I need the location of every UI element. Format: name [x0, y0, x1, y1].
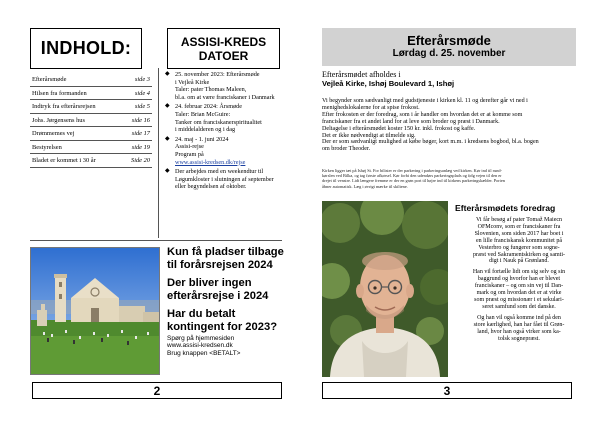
date-line: Tanker om franciskanerspiritualitet: [175, 118, 262, 126]
toc-row: [30, 154, 152, 168]
talk-line: som præst og missionær i et sekulari-: [474, 296, 564, 303]
promo-line: Spørg på hjemmesiden: [167, 334, 235, 342]
toc-entry-title: Hilsen fra formanden: [32, 89, 87, 97]
date-item: [165, 136, 285, 166]
talk-line: OFMconv, som er franciskaner fra: [477, 223, 561, 230]
article-intro: [322, 70, 578, 89]
dates-title-line2: DATOER: [198, 48, 249, 63]
talk-line: digt i Nauk på Grønland.: [489, 258, 549, 265]
body-line: franciskaner fra et andet land for at leve som broder og præst i Danmark.: [322, 118, 500, 125]
talk-line: Vi får besøg af pater Tomaž Maiecn: [475, 217, 563, 223]
talk-heading: Efterårsmødets foredrag: [455, 203, 556, 213]
directions-small-print: [322, 168, 578, 189]
right-page: [300, 0, 600, 425]
dates-title-line1: ASSISI-KREDS: [180, 34, 267, 49]
page-number-box: [32, 382, 282, 399]
toc-entry-title: Drømmemes vej: [32, 130, 75, 137]
promo-notice: [167, 246, 285, 357]
page-number: 3: [443, 383, 451, 398]
toc-row: [30, 114, 152, 128]
talk-line: Og han vil også komme ind på den: [477, 314, 561, 321]
date-line: bl.a. om at være franciskaner i Danmark: [175, 93, 275, 101]
diamond-bullet-icon: ◆: [165, 168, 170, 175]
body-line: Deltagelse i efterårsmødet koster 150 kr. inkl. frokost og kaffe.: [322, 125, 476, 132]
talk-line: mark og om hvordan det er at virke: [476, 290, 562, 297]
diamond-bullet-icon: ◆: [165, 103, 170, 110]
date-line: Der arbejdes med en weekendtur til: [175, 168, 264, 176]
assisi-basilica-photo: [30, 247, 160, 375]
column-divider: [158, 68, 159, 238]
date-line: i Vejleå Kirke: [175, 78, 210, 86]
table-of-contents: [30, 73, 152, 233]
toc-row: [30, 100, 152, 114]
speaker-portrait-illustration: [322, 201, 448, 377]
date-item: [165, 103, 285, 133]
toc-entry-page: side 17: [131, 130, 150, 137]
dates-list: [165, 71, 285, 193]
speaker-portrait-photo: [322, 201, 448, 377]
article-body: [322, 98, 578, 153]
date-line: eller begyndelsen af oktober.: [175, 183, 247, 191]
section-divider: [30, 240, 282, 241]
body-line: Vi begynder som sædvanligt med gudstjeneste i kirken kl. 11 og derefter går vi ned i: [322, 98, 528, 104]
body-line: Det er ikke nødvendigt at tilmelde sig.: [322, 132, 416, 139]
talk-line: præst ved Sakramentskirken og samti-: [473, 251, 565, 258]
article-title: Efterårsmøde: [407, 33, 491, 48]
toc-row: [30, 87, 152, 101]
toc-row: [30, 127, 152, 141]
page-number-box: [322, 382, 572, 399]
toc-entry-page: Side 20: [131, 157, 150, 164]
promo-heading-membership: Har du betalt kontingent for 2023?: [167, 308, 278, 333]
dates-title-box: [167, 28, 280, 69]
rejse-link[interactable]: www.assisi-kredsen.dk/rejse: [175, 158, 246, 166]
talk-paragraph: [455, 217, 583, 265]
date-line: Løgumkloster i slutningen af september: [175, 175, 274, 183]
toc-row: [30, 73, 152, 87]
date-line: Assisi-rejse: [175, 143, 204, 151]
toc-title: INDHOLD:: [40, 38, 132, 58]
talk-line: store kærlighed, han har fået til Grøn-: [473, 321, 565, 328]
promo-heading-no-autumn-trip: Der bliver ingen efterårsrejse i 2024: [167, 277, 269, 302]
small-print-line: kørslen ved Bilka, og tag første afkørsel. Kør forbi den udendørs parkeringsplads og følg vejen til den er: [322, 173, 502, 179]
talk-line: Slovenien, som siden 2017 har boet i: [474, 230, 564, 237]
small-print-line: drejet til venstre. Lidt længere fremme er der en grøn port til højre ind til kirkens parkeringskælder. Porten: [322, 178, 505, 184]
promo-heading-spring-trip: Kun få pladser tilbage til forårsrejsen 2024: [167, 246, 284, 271]
date-line: i middelalderen og i dag: [175, 126, 236, 134]
talk-paragraph: [455, 269, 583, 310]
body-line: Efter frokosten er der foredrag, som i år handler om hvordan det er at komme som: [322, 111, 523, 118]
diamond-bullet-icon: ◆: [165, 135, 170, 142]
article-title-box: [322, 28, 576, 66]
toc-entry-title: Efterårsmøde: [32, 76, 67, 83]
talk-paragraph: [455, 315, 583, 343]
date-line: Taler: Brian McGuire:: [175, 110, 231, 118]
page-number: 2: [153, 383, 161, 398]
body-line: Der er som sædvanligt mulighed at købe bøger, kort m.m. i kredsens bogbod, bl.a. bogen: [322, 139, 539, 146]
date-item: [165, 168, 285, 191]
talk-line: franciskaner – og om sin vej til Dan-: [474, 283, 564, 290]
date-line: 24. februar 2024: Årsmøde: [175, 103, 243, 111]
toc-entry-title: Bladet er kommet i 30 år: [32, 157, 96, 164]
toc-entry-title: Bestyrelsen: [32, 143, 62, 151]
assisi-basilica-illustration: [31, 248, 160, 375]
date-line: Taler: pater Thomas Maleen,: [175, 86, 247, 94]
body-line: menighedslokalerne for at spise frokost.: [322, 104, 420, 111]
talk-line: Han vil fortælle lidt om sig selv og sin: [472, 269, 566, 276]
toc-entry-page: side 4: [134, 89, 150, 97]
promo-line: Brug knappen <BETALT>: [167, 349, 241, 357]
date-line: Program på: [175, 150, 204, 158]
toc-row: [30, 141, 152, 155]
talk-line: land, hvor han også virker som ka-: [477, 328, 561, 335]
venue-line: Vejleå Kirke, Ishøj Boulevard 1, Ishøj: [322, 79, 455, 88]
toc-title-box: [30, 28, 142, 69]
talk-line: tolsk sognepræst.: [498, 335, 540, 342]
talk-line: Vesterbro og fungerer som sogne-: [478, 244, 560, 251]
toc-entry-page: side 19: [131, 143, 150, 151]
article-subtitle: Lørdag d. 25. november: [392, 48, 506, 59]
toc-entry-page: side 5: [134, 103, 150, 110]
talk-line: baggrund og hvorfor han er blevet: [477, 276, 561, 283]
toc-entry-title: Indtryk fra efterårsrejsen: [32, 103, 96, 110]
toc-entry-page: side 3: [134, 76, 150, 83]
diamond-bullet-icon: ◆: [165, 71, 170, 77]
talk-line: en lille franciskansk kommunitet på: [476, 237, 562, 244]
talk-section: [455, 203, 583, 346]
date-line: 25. november 2023: Efterårsmøde: [175, 71, 260, 78]
small-print-line: åbner automatisk. Læg i øvrigt mærke til skiltene.: [322, 183, 408, 189]
body-line: om broder Theoder.: [322, 146, 371, 153]
promo-website-link[interactable]: www.assisi-kredsen.dk: [167, 342, 233, 350]
talk-line: seret samfund som det danske.: [482, 303, 556, 310]
date-item: [165, 71, 285, 101]
toc-entry-page: side 16: [131, 116, 150, 124]
small-print-line: Kirken ligger tæt på Ishøj St. For bilister er der parkering i parkeringsanlæg ved kirken. Kør ind til rund-: [322, 168, 502, 173]
date-line: 24. maj - 1. juni 2024: [175, 135, 229, 143]
intro-line: Efterårsmødet afholdes i: [322, 70, 401, 79]
toc-entry-title: Johs. Jørgensens hus: [32, 116, 85, 124]
